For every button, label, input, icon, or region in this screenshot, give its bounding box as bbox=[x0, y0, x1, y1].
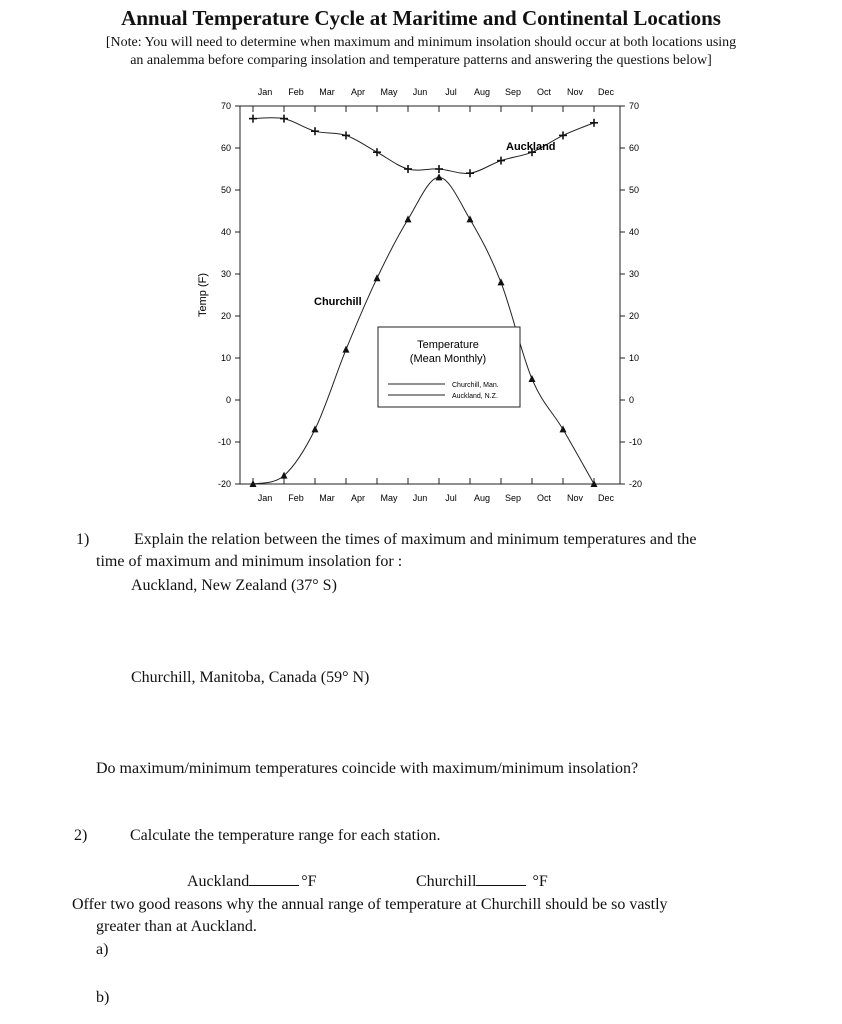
churchill-point-aug bbox=[467, 215, 474, 222]
auckland-point-dec bbox=[590, 119, 598, 127]
legend-entry-churchill: Churchill, Man. bbox=[452, 382, 499, 389]
churchill-range-blank[interactable] bbox=[476, 885, 526, 886]
y-tick-label-right: 40 bbox=[629, 227, 640, 237]
y-tick-label-left: 0 bbox=[225, 395, 231, 405]
churchill-point-apr bbox=[343, 346, 350, 353]
y-tick-label-right: -10 bbox=[629, 437, 643, 447]
churchill-point-jun bbox=[405, 215, 412, 222]
auckland-range-row bbox=[187, 873, 317, 891]
y-tick-label-left: 60 bbox=[220, 143, 231, 153]
y-tick-label-right: 50 bbox=[629, 185, 640, 195]
y-tick-label-left: -10 bbox=[217, 437, 231, 447]
auckland-range-unit: °F bbox=[301, 873, 317, 890]
y-tick-label-right: 60 bbox=[629, 143, 640, 153]
x-tick-label-top: Jan bbox=[257, 87, 273, 97]
auckland-point-feb bbox=[280, 115, 288, 123]
temperature-chart-svg bbox=[190, 82, 643, 512]
question-1-line-2: time of maximum and minimum insolation for : bbox=[96, 553, 403, 570]
auckland-point-mar bbox=[311, 127, 319, 135]
y-tick-label-left: 40 bbox=[220, 227, 231, 237]
document-title: Annual Temperature Cycle at Maritime and Continental Locations bbox=[121, 6, 721, 30]
x-tick-label-top: Jul bbox=[445, 87, 457, 97]
x-tick-label-bottom: Aug bbox=[473, 493, 491, 503]
auckland-label: Auckland bbox=[506, 141, 556, 153]
x-tick-label-top: May bbox=[380, 87, 398, 97]
auckland-point-jun bbox=[404, 165, 412, 173]
x-tick-label-bottom: Jul bbox=[445, 493, 457, 503]
auckland-point-jul bbox=[435, 165, 443, 173]
x-tick-label-top: Aug bbox=[473, 87, 491, 97]
question-1-number: 1) bbox=[76, 531, 90, 548]
question-1-auckland: Auckland, New Zealand (37° S) bbox=[131, 577, 337, 594]
churchill-range-unit: °F bbox=[532, 873, 548, 890]
y-tick-label-left: 10 bbox=[220, 353, 231, 363]
x-tick-label-top: Nov bbox=[566, 87, 584, 97]
x-tick-label-bottom: Sep bbox=[504, 493, 522, 503]
x-tick-label-top: Jun bbox=[412, 87, 428, 97]
answer-b-label: b) bbox=[96, 989, 110, 1006]
legend-entry-auckland: Auckland, N.Z. bbox=[452, 393, 498, 400]
question-1-line-1: Explain the relation between the times of maximum and minimum temperatures and the bbox=[134, 531, 697, 548]
churchill-range-label: Churchill bbox=[416, 873, 477, 890]
y-tick-label-left: 30 bbox=[220, 269, 231, 279]
x-tick-label-top: Apr bbox=[350, 87, 366, 97]
note-line-1: [Note: You will need to determine when maximum and minimum insolation should occur at both locations using bbox=[105, 35, 737, 50]
churchill-point-nov bbox=[560, 425, 567, 432]
x-tick-label-bottom: Nov bbox=[566, 493, 584, 503]
question-2-reasons-line-2: greater than at Auckland. bbox=[96, 918, 257, 935]
y-tick-label-right: -20 bbox=[629, 479, 643, 489]
question-2-number: 2) bbox=[74, 827, 88, 844]
y-tick-label-right: 30 bbox=[629, 269, 640, 279]
churchill-point-sep bbox=[498, 278, 505, 285]
x-tick-label-top: Feb bbox=[288, 87, 304, 97]
legend-subtitle: (Mean Monthly) bbox=[409, 353, 487, 365]
x-tick-label-top: Oct bbox=[536, 87, 552, 97]
churchill-label: Churchill bbox=[314, 296, 362, 308]
auckland-range-blank[interactable] bbox=[249, 885, 299, 886]
temperature-chart bbox=[190, 82, 643, 512]
churchill-point-mar bbox=[312, 425, 319, 432]
x-tick-label-top: Sep bbox=[504, 87, 522, 97]
y-tick-label-right: 10 bbox=[629, 353, 640, 363]
x-tick-label-bottom: Apr bbox=[350, 493, 366, 503]
legend-title: Temperature bbox=[417, 339, 479, 351]
auckland-point-nov bbox=[559, 131, 567, 139]
auckland-range-label: Auckland bbox=[187, 873, 250, 890]
y-tick-label-left: -20 bbox=[217, 479, 231, 489]
note-line-2: an analemma before comparing insolation and temperature patterns and answering the questions below] bbox=[130, 53, 712, 68]
y-tick-label-right: 0 bbox=[629, 395, 635, 405]
auckland-point-sep bbox=[497, 157, 505, 165]
question-2-text: Calculate the temperature range for each station. bbox=[130, 827, 441, 844]
question-2-reasons-line-1: Offer two good reasons why the annual range of temperature at Churchill should be so vastly bbox=[72, 896, 668, 913]
churchill-point-jul bbox=[436, 173, 443, 180]
y-tick-label-right: 70 bbox=[629, 101, 640, 111]
legend bbox=[378, 327, 520, 407]
churchill-range-row bbox=[416, 873, 548, 891]
x-tick-label-top: Mar bbox=[319, 87, 335, 97]
x-tick-label-top: Dec bbox=[597, 87, 615, 97]
x-tick-label-bottom: Jun bbox=[412, 493, 428, 503]
x-tick-label-bottom: May bbox=[380, 493, 398, 503]
auckland-point-apr bbox=[342, 131, 350, 139]
y-tick-label-right: 20 bbox=[629, 311, 640, 321]
y-axis-label: Temp (F) bbox=[197, 273, 209, 317]
y-tick-label-left: 50 bbox=[220, 185, 231, 195]
x-tick-label-bottom: Jan bbox=[257, 493, 273, 503]
y-tick-label-left: 70 bbox=[220, 101, 231, 111]
y-tick-label-left: 20 bbox=[220, 311, 231, 321]
x-tick-label-bottom: Feb bbox=[288, 493, 304, 503]
x-tick-label-bottom: Dec bbox=[597, 493, 615, 503]
churchill-point-oct bbox=[529, 375, 536, 382]
x-tick-label-bottom: Mar bbox=[319, 493, 335, 503]
churchill-point-may bbox=[374, 274, 381, 281]
question-1-churchill: Churchill, Manitoba, Canada (59° N) bbox=[131, 669, 370, 686]
x-tick-label-bottom: Oct bbox=[536, 493, 552, 503]
answer-a-label: a) bbox=[96, 941, 109, 958]
auckland-point-aug bbox=[466, 169, 474, 177]
auckland-point-jan bbox=[249, 115, 257, 123]
question-1-coincide: Do maximum/minimum temperatures coincide with maximum/minimum insolation? bbox=[96, 760, 639, 777]
auckland-point-may bbox=[373, 148, 381, 156]
